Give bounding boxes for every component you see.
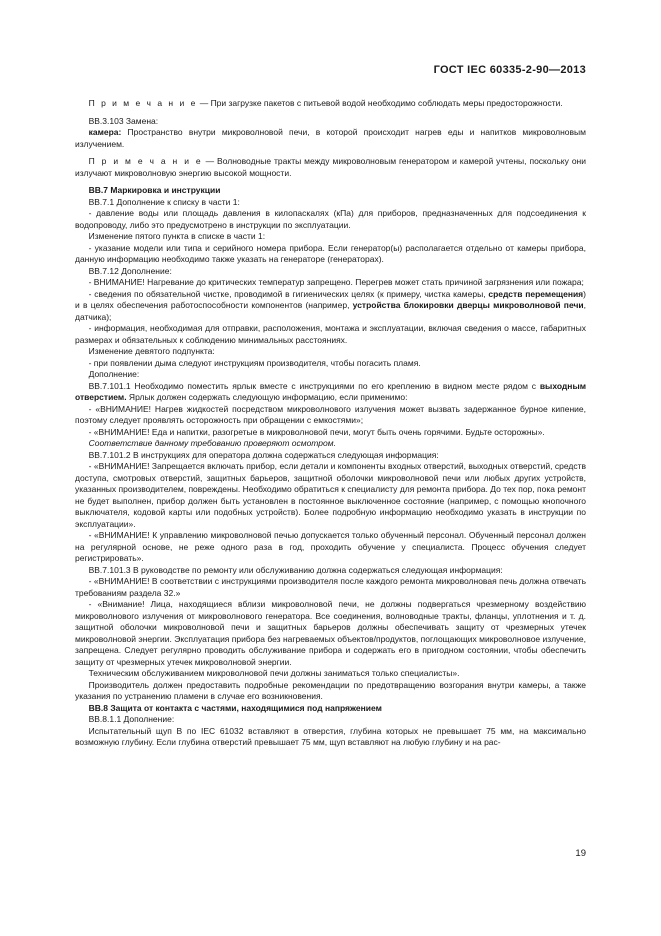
note-label: П р и м е ч а н и е <box>88 98 198 108</box>
clause-paragraph: ВВ.7.101.3 В руководстве по ремонту или обслуживанию должна содержаться следующая информация: <box>88 564 503 575</box>
clause-text: Ярлык должен содержать следующую информацию, если применимо: <box>126 392 408 402</box>
list-text: , датчика); <box>75 300 586 322</box>
list-item: - при появлении дыма следуют инструкциям производителя, чтобы погасить пламя. <box>88 357 421 368</box>
page-number: 19 <box>575 848 586 859</box>
compliance-note: Соответствие данному требованию проверяют осмотром. <box>88 438 336 448</box>
clause-text: ВВ.7.101.1 Необходимо поместить ярлык вместе с инструкциями по его креплению в видном месте рядом с <box>88 380 540 391</box>
note-text: — Волноводные тракты между микроволновым генератором и камерой учтены, поскольку они излучают микроволновую энергию высокой мощности. <box>75 156 586 178</box>
note-text: — При загрузке пакетов с питьевой водой необходимо соблюдать меры предосторожности. <box>197 98 563 108</box>
clause-paragraph <box>75 381 586 404</box>
clause-paragraph: Изменение девятого подпункта: <box>88 346 215 356</box>
list-item: - «ВНИМАНИЕ! Нагрев жидкостей посредством микроволнового излучения может вызвать задержанное бурное кипение, поэтому следует проявлять осторожность при обращении с емкостями»; <box>75 403 586 425</box>
list-item: - давление воды или площадь давления в килопаскалях (кПа) для приборов, предназначенных для подсоединения к водопроводу, либо это предусмотрено в инструкции по эксплуатации. <box>75 208 586 230</box>
list-item: - «ВНИМАНИЕ! Еда и напитки, разогретые в микроволновой печи, могут быть очень горячими. Будьте осторожны». <box>88 426 545 437</box>
list-item: - «Внимание! Лица, находящиеся вблизи микроволновой печи, не должны подвергаться чрезмерному воздействию микроволнового излучения от микроволнового генератора. Все соединения, волноводные тракты, фланцы, уплотнения и т. д. защитной оболочки микроволновой печи и защитных барьеров должны обеспечивать защиту от чрезмерных утечек микроволновой энергии. Эксплуатация прибора без нагреваемых объектов/продуктов, поглощающих микроволновое излучение, запрещена. Следует регулярно проводить обслуживание прибора и содержать его в пригодном состоянии, чтобы обеспечить защиту от чрезмерных утечек микроволновой энергии. <box>75 599 586 667</box>
list-item: - информация, необходимая для отправки, расположения, монтажа и эксплуатации, включая сведения о массе, габаритных размерах и обязательных к соблюдению минимальных расстояниях. <box>75 323 586 345</box>
bold-term: средств перемещения <box>488 288 584 299</box>
document-body <box>75 98 586 749</box>
list-text: - сведения по обязательной чистке, проводимой в гигиенических целях (к примеру, чистка камеры, <box>88 288 489 299</box>
clause-paragraph: Испытательный щуп В по IEC 61032 вставляют в отверстия, глубина которых не превышает 75 мм, на максимально возможную глубину. Если глубина отверстий превышает 75 мм, щуп вставляют на любую глубину и на рас- <box>75 725 586 747</box>
list-item: - «ВНИМАНИЕ! Запрещается включать прибор, если детали и компоненты входных отверстий, выходных отверстий, средств доступа, смотровых отверстий, защитных барьеров, защитной оболочки микроволновой печи или любых других устройств, указанных производителем, повреждены. Необходимо обратиться к специалисту для ремонта прибора. До тех пор, пока ремонт не будет выполнен, прибор должен быть установлен в постоянное выключенное состояние (например, с помощью кнопочного выключателя, кодовой карты или подобных устройств). Более подробную информацию необходимо указать в инструкции по эксплуатации». <box>75 461 586 529</box>
bold-term: устройства блокировки дверцы микроволновой печи <box>352 300 584 310</box>
clause-paragraph: Дополнение: <box>88 369 140 379</box>
clause-paragraph: ВВ.8.1.1 Дополнение: <box>88 714 175 724</box>
list-item: - «ВНИМАНИЕ! В соответствии с инструкциями производителя после каждого ремонта микроволновая печь должна отвечать требованиям раздела 32.» <box>75 576 586 598</box>
list-text: ) и в целях обеспечения работоспособности компонентов (например, <box>75 288 586 310</box>
list-item: - указание модели или типа и серийного номера прибора. Если генератор(ы) располагается отдельно от камеры прибора, данную информацию необходимо также указать на генераторе (генераторах). <box>75 242 586 264</box>
list-item: - «ВНИМАНИЕ! К управлению микроволновой печью допускается только обученный персонал. Обученный персонал должен на регулярной основе, не реже одного раза в год, проходить обучение у специалиста. Процесс обучения следует регистрировать». <box>75 530 586 563</box>
section-heading: ВВ.8 Защита от контакта с частями, находящимися под напряжением <box>88 702 382 713</box>
clause-paragraph: ВВ.3.103 Замена: <box>88 115 159 126</box>
term: камера: <box>88 127 122 137</box>
definition-paragraph <box>75 127 586 150</box>
clause-paragraph: ВВ.7.1 Дополнение к списку в части 1: <box>88 196 240 207</box>
definition-text: Пространство внутри микроволновой печи, в которой происходит нагрев еды и напитков микроволновым излучением. <box>75 127 586 149</box>
list-item <box>75 289 586 324</box>
bold-term: выходным отверстием. <box>75 380 586 402</box>
list-item: - ВНИМАНИЕ! Нагревание до критических температур запрещено. Перегрев может стать причиной загрязнения или пожара; <box>88 277 584 287</box>
note-paragraph <box>75 156 586 179</box>
note-label: П р и м е ч а н и е <box>88 156 203 166</box>
clause-paragraph: ВВ.7.12 Дополнение: <box>88 265 172 276</box>
clause-paragraph: Изменение пятого пункта в списке в части 1: <box>88 231 266 241</box>
section-heading: ВВ.7 Маркировка и инструкции <box>88 185 221 195</box>
document-header-title: ГОСТ IEC 60335-2-90—2013 <box>433 64 586 76</box>
note-paragraph <box>75 98 586 110</box>
clause-paragraph: ВВ.7.101.2 В инструкциях для оператора должна содержаться следующая информация: <box>88 449 439 460</box>
list-item: Техническим обслуживанием микроволновой печи должны заниматься только специалисты». <box>88 668 460 678</box>
clause-paragraph: Производитель должен предоставить подробные рекомендации по предотвращению возгорания внутри камеры, а также указания по устранению пламени в случае его возникновения. <box>75 679 586 701</box>
